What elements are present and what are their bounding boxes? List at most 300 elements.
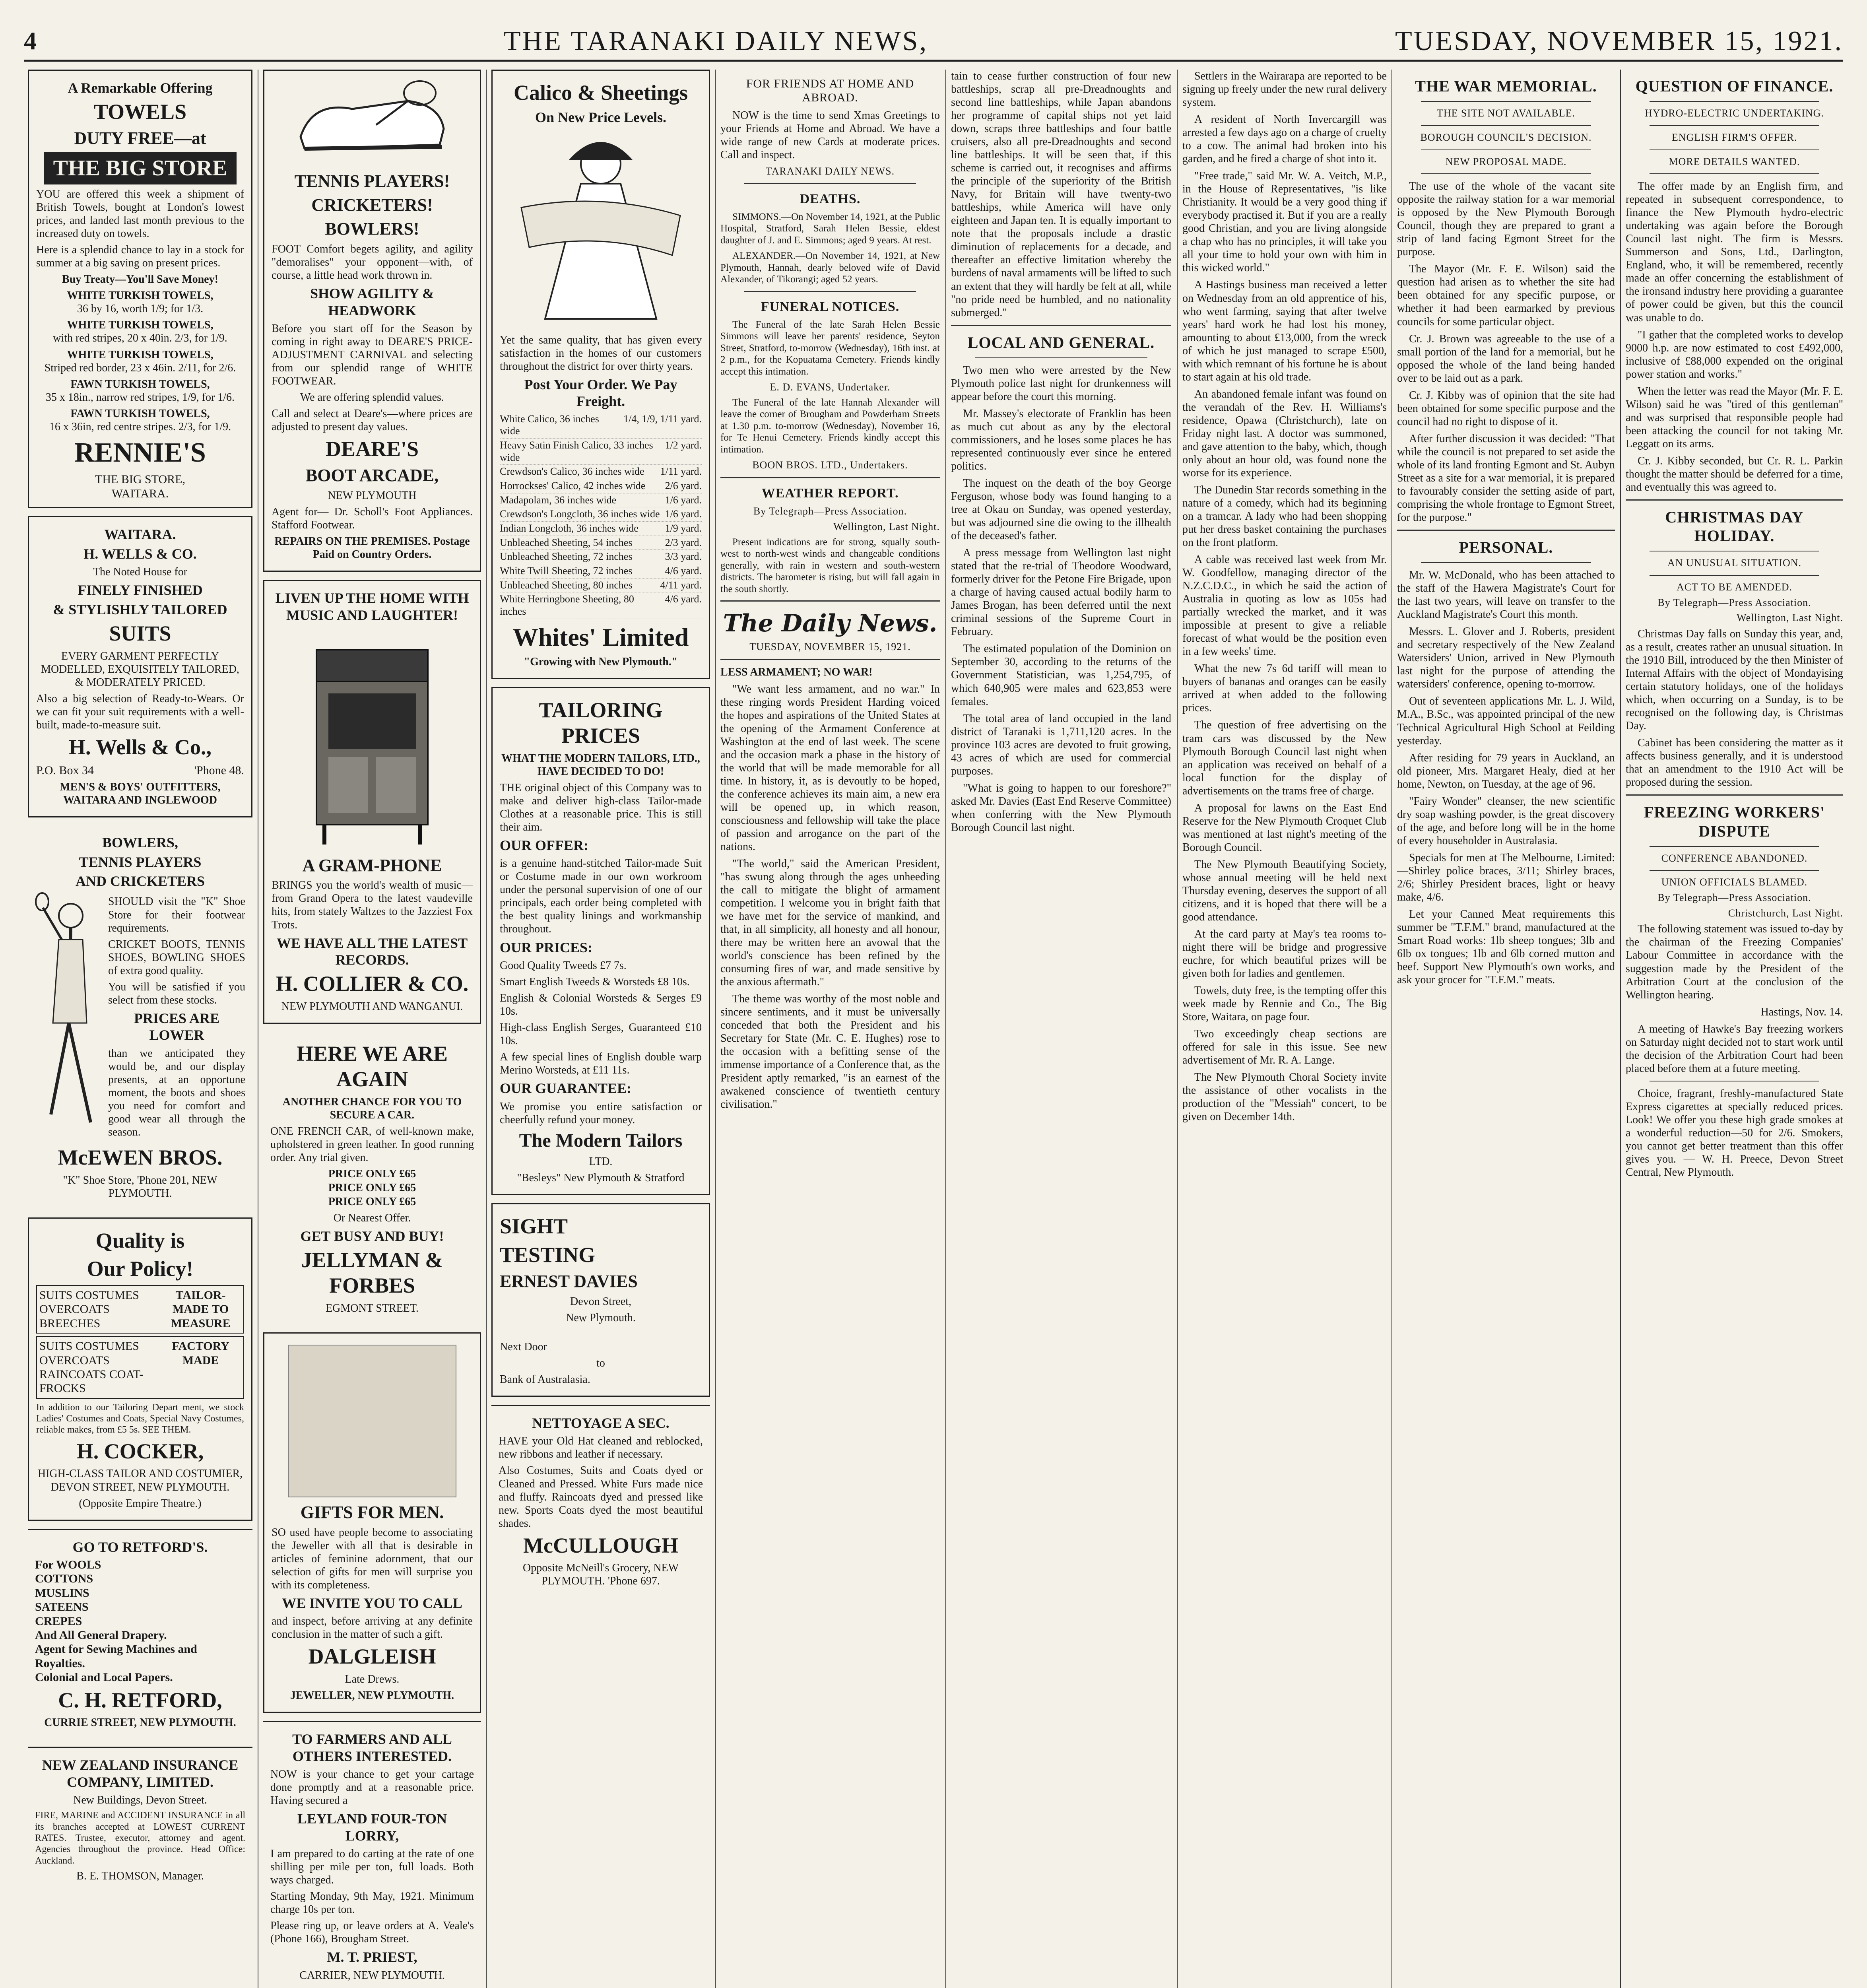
price-item-name: Unbleached Sheeting, 54 inches [500,536,633,548]
funeral-signature: BOON BROS. LTD., Undertakers. [752,459,908,471]
divider [1421,562,1591,563]
ad-firm: C. H. RETFORD, [58,1688,222,1712]
memorial-paragraph: The use of the whole of the vacant site opposite the railway station for a war memorial is opposed by the New Plymouth Borough Council, though they are prepared to grant a strip of land facing Egmont Street for the purpose. [1397,180,1615,258]
divider [1421,101,1591,102]
ad-head: TENNIS PLAYERS! [294,171,450,191]
ad-intro: SHOULD visit the "K" Shoe Store for their footwear requirements. [108,895,245,934]
price-list-row [500,592,702,619]
modern-tailors-ad [491,687,710,1195]
ad-prices-head: OUR PRICES: [500,939,593,955]
local-general-heading: LOCAL AND GENERAL. [967,333,1155,351]
ad-body2: I am prepared to do carting at the rate of one shilling per mile per ton, full loads. Both ways charged. [270,1848,474,1887]
retford-item: SATEENS [35,1600,89,1614]
finance-subhead: MORE DETAILS WANTED. [1669,155,1800,167]
price-list-row [500,579,702,593]
price-item-value: 4/11 yard. [660,579,702,591]
ad-outfitters: MEN'S & BOYS' OUTFITTERS, WAITARA AND INGLEWOOD [60,781,221,807]
phone: 'Phone 48. [194,763,244,777]
news-paragraph: Settlers in the Wairarapa are reported to be signing up freely under the new rural delivery system. [1182,70,1387,109]
freezing-subhead: UNION OFFICIALS BLAMED. [1661,876,1808,888]
price-list-row [500,564,702,579]
divider [951,325,1171,326]
ad-note: In addition to our Tailoring Depart ment, we stock Ladies' Costumes and Coats, Special Navy Costumes, reliable makes, from £5 5s. SEE THEM. [36,1402,244,1435]
price-list-row [500,439,702,465]
funerals-heading: FUNERAL NOTICES. [761,299,900,314]
ad-head: Quality is [95,1228,185,1252]
divider [720,477,940,478]
local-paragraph: "What is going to happen to our foreshore?" asked Mr. Davies (East End Reserve Committee) when conferring with the New Plymouth Borough Council last night. [951,782,1171,834]
divider [1650,149,1819,150]
ad-head: HERE WE ARE AGAIN [296,1042,448,1091]
column-1 [28,70,252,1988]
shoe-and-racket-illustration [289,77,456,165]
ad-addr: JEWELLER, NEW PLYMOUTH. [290,1689,454,1702]
ad-detail: than we anticipated they would be, and our display presents, at an opportune moment, the boots and shoes you need for comfort and good wear all through the season. [108,1047,245,1138]
gramophone-cabinet-illustration [301,626,444,848]
divider [975,357,1147,358]
divider [744,291,916,292]
ad-cta: GET BUSY AND BUY! [300,1228,444,1244]
store-town: WAITARA. [111,487,169,500]
leader-paragraph: "The world," said the American President, "has swung along through the ages unheeding the call to mitigate the blight of armament competition. I welcome you in bright faith that we have met for the service of mankind, and that, in all simplicity, all honesty and all honour, there may be written here an avowal that the world's conscience has been refined by the consuming fires of war, and made sensitive by the anxious aftermath." [720,858,940,988]
ad-firm: Whites' Limited [512,623,689,651]
ad-head: Calico & Sheetings [514,81,688,105]
retford-item: Agent for Sewing Machines and Royalties. [35,1642,197,1670]
news-paragraph: The question of free advertising on the tram cars was discussed by the New Plymouth Borough Council last night when an application was received on behalf of a local function for the display of advertisements on the trams free of charge. [1182,719,1387,797]
ad-price: Good Quality Tweeds £7 7s. [500,959,627,972]
memorial-subhead: NEW PROPOSAL MADE. [1445,155,1567,167]
price-item-name: Crewdson's Longcloth, 36 inches wide [500,508,660,520]
price-list [500,412,702,619]
ad-product: A GRAM-PHONE [302,855,442,875]
list-a-tag: TAILOR-MADE TO MEASURE [171,1289,231,1330]
ad-firm2: BOOT ARCADE, [305,466,439,485]
ad-note: Here is a splendid chance to lay in a stock for summer at a big saving on present prices. [36,244,244,270]
xmas-paragraph: Christmas Day falls on Sunday this year, and, as a result, creates rather an unusual situation. In the 1910 Bill, introduced by the then Minister of Internal Affairs with the object of Mondayising certain statutory holidays, one of the holidays which, when occurring on a Sunday, is to be recognised on the following day, is Christmas Day. [1626,627,1843,732]
ad-addr: NEW PLYMOUTH AND WANGANUI. [281,1000,463,1013]
local-paragraph: Two men who were arrested by the New Plymouth police last night for drunkenness will appear before the court this morning. [951,364,1171,403]
ad-firm: McEWEN BROS. [58,1145,223,1169]
divider [1626,499,1843,501]
finance-heading: QUESTION OF FINANCE. [1635,77,1834,95]
ad-manager: B. E. THOMSON, Manager. [76,1870,204,1882]
dalgleish-ad [263,1332,481,1713]
personal-paragraph: Messrs. L. Glover and J. Roberts, president and secretary respectively of the New Zealand Watersiders' Union, arrived in New Plymouth last night for the purpose of attending the watersiders' conference, opening to-morrow. [1397,625,1615,691]
ad-sub: WHAT THE MODERN TAILORS, LTD., HAVE DECIDED TO DO! [501,752,700,778]
death-notice: ALEXANDER.—On November 14, 1921, at New Plymouth, Hannah, dearly beloved wife of David Alexander, of Tikorangi; aged 52 years. [720,250,940,285]
memorial-subhead: THE SITE NOT AVAILABLE. [1437,107,1575,119]
towel-item-detail: 35 x 18in., narrow red stripes, 1/9, for 1/6. [45,391,235,404]
freezing-paragraph: The following statement was issued to-day by the chairman of the Freezing Companies' Labour Committee in accordance with the suggestion made by the President of the Arbitration Court at the conclusion of the Wellington hearing. [1626,923,1843,1001]
column-6 [1182,70,1387,1988]
ad-head: TESTING [500,1243,596,1267]
death-notice: SIMMONS.—On November 14, 1921, at the Public Hospital, Stratford, Sarah Helen Bessie, eldest daughter of J. and E. Simmons; aged 9 years. At rest. [720,211,940,246]
personal-heading: PERSONAL. [1459,538,1553,556]
leader-paragraph: "We want less armament, and no war." In these ringing words President Harding voiced the hopes and aspirations of the United States at the opening of the Armament Conference at Washington at the end of last week. The scene and the occasion mark a phase in the history of the world that will be made memorable for all time. In history, it, as is devoutly to be hoped, the conference achieves its main aim, a new era will be opened up, in which reason, consciousness and fellowship will take the place of passion and arrogance on the part of the nations. [720,683,940,853]
ad-sub: Late Drews. [345,1673,400,1686]
ad-body: We are offering splendid values. [300,391,444,404]
ad-line: The Noted House for [93,566,188,579]
ad-head: BOWLERS! [325,219,419,239]
news-paragraph: A resident of North Invercargill was arrested a few days ago on a charge of cruelty to a cow. The animal had broken into his garden, and he fired a charge of shot into it. [1182,113,1387,165]
freezing-subhead: CONFERENCE ABANDONED. [1661,852,1808,864]
column-5 [951,70,1171,1988]
ad-body: BRINGS you the world's wealth of music—from Grand Opera to the latest vaudeville hits, from stately Waltzes to the Jazziest Fox Trots. [272,879,473,931]
price-item-name: Heavy Satin Finish Calico, 33 inches wide [500,439,653,463]
ad-offer-head: OUR OFFER: [500,837,588,853]
retford-item: CREPES [35,1614,82,1628]
ad-body: SO used have people become to associating the Jeweller with all that is desirable in articles of feminine adornment, that our selection of gifts for men will surprise you with its completeness. [272,1526,473,1591]
memorial-paragraph: The Mayor (Mr. F. E. Wilson) said the question had arisen as to whether the site had been obtained for any specific purpose, or whether it had been earmarked by previous councils for some particular object. [1397,263,1615,328]
ad-town: NEW PLYMOUTH [328,489,417,502]
column-rule [1177,70,1178,1988]
ad-head: NETTOYAGE A SEC. [532,1415,670,1431]
leader-continued: tain to cease further construction of four new battleships, scrap all pre-Dreadnoughts and second line battleships, while Japan abandons her programme of capital ships not yet laid down, scraps three battleships and four battle cruisers, also all pre-Dreadnoughts and second line battleships. It will be seen that, if this scheme is carried out, it recognises and affirms the principle of the superiority of the British Navy, for Britain will have twenty-two battleships, while America will have only eighteen and Japan ten. It is equally important to note that the proposals include a drastic diminution of replacements for a decade, and thereafter an effective limitation whereby the burdens of naval armaments will be lifted to such an extent that they will hardly be felt at all, while "no pride need be humbled, and no nationality submerged." [951,70,1171,319]
ad-address: CURRIE STREET, NEW PLYMOUTH. [44,1716,236,1729]
tennis-player-illustration [35,892,103,1138]
ad-prices: PRICES ARE LOWER [134,1010,220,1043]
funeral-notice: The Funeral of the late Sarah Helen Bessie Simmons will leave her parents' residence, Seyton Street, Stratford, to-morrow (Wednesday), 16th inst. at 2 p.m., for the Kopuatama Cemetery. Friends kindly accept this intimation. [720,319,940,377]
news-paragraph: A cable was received last week from Mr. W. Goodfellow, managing director of the N.Z.C.D.C., in which he said the action of Australia in quoting as low as 105s had partially wrecked the market, and it was impossible at present to give a reliable forecast of what would be the position even in a few weeks' time. [1182,553,1387,658]
freezing-paragraph: Hastings, Nov. 14. [1760,1006,1843,1018]
ad-body: ANOTHER CHANCE FOR YOU TO SECURE A CAR. [282,1095,462,1121]
ad-firm: DALGLEISH [308,1644,436,1669]
price-item-value: 4/6 yard. [665,565,702,577]
ad-head: TO FARMERS AND ALL OTHERS INTERESTED. [292,1731,452,1764]
ad-items: CRICKET BOOTS, TENNIS SHOES, BOWLING SHOES of extra good quality. [108,938,245,977]
big-store-logo: THE BIG STORE [44,152,237,184]
local-paragraph: A press message from Wellington last night stated that the re-trial of Theodore Woodward, formerly driver for the Petone Fire Brigade, upon a charge of having caused actual bodily harm to James Brogan, has been deferred until the next criminal sessions of the Supreme Court in February. [951,547,1171,638]
towel-item-detail: with red stripes, 20 x 40in. 2/3, for 1/9. [53,332,227,345]
column-rule [715,70,716,1988]
finance-paragraph: When the letter was read the Mayor (Mr. F. E. Wilson) said he was "tired of this gentleman" and was surprised that responsible people had been attacking the council for not taking Mr. Leggatt on its arms. [1626,385,1843,450]
divider [720,659,940,660]
divider [720,600,940,602]
price-item-value: 4/6 yard. [665,593,702,605]
freezing-dateline: Christchurch, Last Night. [1728,907,1843,919]
leader-paragraph: The theme was worthy of the most noble and sincere sentiments, and it must be universally conceded that both the President and his Secretary for State (Mr. C. E. Hughes) rose to the occasion with a befitting sense of the immense importance of a Conference that, as the President aptly remarked, "is an earnest of the awakened conscience of twentieth century civilisation." [720,993,940,1110]
ad-body: Call and select at Deare's—where prices are adjusted to present day values. [272,408,473,433]
finance-paragraph: Cr. J. Kibby seconded, but Cr. R. L. Parkin thought the matter should be deferred for a time, and eventually this was agreed to. [1626,454,1843,493]
ad-street: Devon Street, [570,1295,631,1308]
memorial-paragraph: After further discussion it was decided: "That while the council is not prepared to set aside the whole of its land fronting Egmont and St. Aubyn Street as a site for a war memorial, it is prepared to favourably consider the setting aside of part, comprising the whole frontage to Egmont Street, for the purpose." [1397,432,1615,524]
woman-with-fabric-illustration [505,128,696,327]
finance-paragraph: The offer made by an English firm, and repeated in subsequent correspondence, to finance the New Plymouth hydro-electric undertaking was again before the Borough Council last night. The firm is Messrs. Summerson and Sons, Ltd., Darlington, England, who, it will be remembered, recently made an offer concerning the establishment of the ironsand industry here providing a guarantee of power could be given, but this the council was unable to do. [1626,180,1843,324]
ad-lorry: LEYLAND FOUR-TON LORRY, [297,1811,447,1844]
ad-name: ERNEST DAVIES [500,1271,638,1291]
notice-body: NOW is the time to send Xmas Greetings to your Friends at Home and Abroad. We have a wide range of new Cards at moderate prices. Call and inspect. [720,109,940,161]
ad-head: BOWLERS, [102,835,179,851]
xmas-heading: CHRISTMAS DAY HOLIDAY. [1665,508,1804,545]
freezing-paragraph: Choice, fragrant, freshly-manufactured State Express cigarettes at specially reduced prices. Look! We offer you these high grade smokes at a wonderful reduction—50 for 2/6. Smokers, you cannot get better treatment than this offer gives you. — W. H. Preece, Devon Street Central, New Plymouth. [1626,1087,1843,1178]
news-paragraph: "Free trade," said Mr. W. A. Veitch, M.P., in the House of Representatives, "is like Christianity. It would be a very good thing if everybody practised it. But if you are a really good Christian, and you are living alongside a chap who has no principles, it will take you all your time to hold your own with him in this wicked world." [1182,170,1387,274]
ad-agent: Agent for— Dr. Scholl's Foot Appliances. Stafford Footwear. [272,506,473,532]
ad-price: Smart English Tweeds & Worsteds £8 10s. [500,976,690,988]
funeral-notice: The Funeral of the late Hannah Alexander will leave the corner of Brougham and Powderham Streets at 1.30 p.m. to-morrow (Wednesday), November 16, for Te Henui Cemetery. Friends kindly accept this intimation. [720,397,940,455]
finance-subhead: HYDRO-ELECTRIC UNDERTAKING. [1645,107,1824,119]
column-rule [1620,70,1621,1988]
divider [744,183,916,184]
xmas-byline: By Telegraph—Press Association. [1657,596,1811,608]
divider [1650,870,1819,871]
ad-post: Post Your Order. We Pay Freight. [524,376,677,410]
towel-item-name: FAWN TURKISH TOWELS, [70,407,210,420]
divider [1650,575,1819,576]
ad-body2: and inspect, before arriving at any definite conclusion in the matter of such a gift. [272,1615,473,1641]
price-item-value: 1/6 yard. [665,494,702,506]
local-paragraph: Mr. Massey's electorate of Franklin has been as much cut about as any by the electoral commissioners, and he loses some places he has represented continuously ever since he entered politics. [951,407,1171,472]
price-item-name: Madapolam, 36 inches wide [500,494,617,506]
ad-line: EVERY GARMENT PERFECTLY MODELLED, EXQUISITELY TAILORED, & MODERATELY PRICED. [41,650,239,689]
price-list-row [500,536,702,550]
gift-illustration [288,1345,456,1497]
ad-price: English & Colonial Worsteds & Serges £9 10s. [500,992,702,1018]
memorial-heading: THE WAR MEMORIAL. [1415,77,1597,95]
news-paragraph: A Hastings business man received a letter on Wednesday from an old apprentice of his, who went farming, saying that after twelve years' hard work he had lost his money, amounting to about £13,000, from the wreck of which he just managed to scrape £500, with which remnant of his fortune he is about to start again at his old trade. [1182,279,1387,383]
price-list-row [500,522,702,536]
ad-or: Or Nearest Offer. [333,1211,411,1224]
weather-body: Present indications are for strong, squally south-west to north-west winds and changeable conditions generally, with rain in western and south-western districts. The barometer is rising, but will fall again in the south shortly. [720,536,940,594]
ad-line: FINELY FINISHED [78,582,203,598]
funeral-signature: E. D. EVANS, Undertaker. [770,381,891,393]
towel-item-detail: 36 by 16, worth 1/9; for 1/3. [77,303,204,315]
list-b: SUITS COSTUMES OVERCOATS RAINCOATS COAT-FROCKS [39,1340,144,1395]
po-box: P.O. Box 34 [36,763,94,777]
page-number: 4 [24,27,37,55]
ad-firm: The Modern Tailors [519,1130,683,1151]
divider [1421,149,1591,150]
ad-tag: "Growing with New Plymouth." [524,656,678,668]
news-paragraph: The Dunedin Star records something in the nature of a comedy, which had its beginning on a tramcar. A lady who had been shopping put her dress basket containing the purchases on the front platform. [1182,483,1387,549]
ad-line: SUITS [109,621,171,645]
divider [1421,125,1591,126]
freezing-byline: By Telegraph—Press Association. [1657,892,1811,904]
xmas-subhead: AN UNUSUAL SITUATION. [1667,557,1802,569]
ad-guarantee: We promise you entire satisfaction or cheerfully refund your money. [500,1100,702,1126]
price-list-row [500,412,702,439]
finance-subhead: ENGLISH FIRM'S OFFER. [1671,131,1797,143]
ad-price: PRICE ONLY £65 [328,1167,416,1180]
memorial-paragraph: Cr. J. Kibby was of opinion that the site had been obtained for some specific purpose and the council had no right to dispose of it. [1397,389,1615,428]
ad-head: Our Policy! [87,1257,194,1281]
newspaper-flag: The Daily News. [723,610,937,638]
news-paragraph: The New Plymouth Beautifying Society, whose annual meeting will be held next Thursday evening, deserves the support of all citizens, and it is hoped that there will be a good attendance. [1182,858,1387,923]
news-paragraph: An abandoned female infant was found on the verandah of the Rev. H. Williams's residence, Opawa (Christchurch), late on Friday night last. A doctor was summoned, and gave attention to the baby, which, though only about an hour old, was found none the worse for its experience. [1182,388,1387,479]
ad-firm: H. COLLIER & CO. [276,972,469,996]
ad-body: Before you start off for the Season by coming in right away to DEARE'S PRICE-ADJUSTMENT CARNIVAL and selecting from our splendid range of WHITE FOOTWEAR. [272,322,473,388]
finance-paragraph: "I gather that the completed works to develop 9000 h.p. are now estimated to cost £492,000, inclusive of £88,000 expended on the original power station and works." [1626,328,1843,381]
ad-head: TAILORING PRICES [539,698,663,747]
ad-body3: Please ring up, or leave orders at A. Veale's (Phone 166), Brougham Street. [270,1920,474,1945]
towel-item-detail: 16 x 36in, red centre stripes. 2/3, for 1/9. [49,420,231,433]
ad-head: SIGHT [500,1214,568,1239]
price-item-value: 2/3 yard. [665,536,702,548]
newspaper-title: THE TARANAKI DAILY NEWS, [503,26,928,56]
price-item-value: 1/11 yard. [660,466,702,478]
cocker-ad [28,1217,252,1521]
wells-ad [28,516,252,817]
ad-desc: HIGH-CLASS TAILOR AND COSTUMIER, DEVON STREET, NEW PLYMOUTH. [37,1468,243,1493]
divider [1626,794,1843,796]
ad-cta: Buy Treaty—You'll Save Money! [62,273,218,286]
price-item-value: 2/6 yard. [665,480,702,491]
ad-subhead: SHOW AGILITY & HEADWORK [310,285,435,318]
xmas-dateline: Wellington, Last Night. [1737,612,1843,624]
column-7 [1397,70,1615,1988]
mcewen-ad [28,825,252,1209]
ad-firm: H. WELLS & CO. [83,546,197,562]
xmas-subhead: ACT TO BE AMENDED. [1676,581,1793,593]
ad-body: FOOT Comfort begets agility, and agility "demoralises" your opponent—with, of course, a little head work thrown in. [272,243,473,282]
freezing-heading: FREEZING WORKERS' DISPUTE [1644,803,1825,840]
freezing-paragraph: A meeting of Hawke's Bay freezing workers on Saturday night decided not to start work until the decision of the Arbitration Court had been placed before them at a future meeting. [1626,1023,1843,1075]
davies-ad [491,1203,710,1397]
divider [1421,173,1591,174]
issue-date: TUESDAY, NOVEMBER 15, 1921. [1395,26,1843,56]
news-paragraph: What the new 7s 6d tariff will mean to buyers of bananas and oranges can be easily arrived at when added to the following prices. [1182,662,1387,714]
price-list-row [500,507,702,522]
personal-paragraph: Out of seventeen applications Mr. L. J. Wild, M.A., B.Sc., was appointed principal of the new Technical Agricultural High School at Feilding yesterday. [1397,695,1615,747]
ad-price: High-class English Serges, Guaranteed £10 10s. [500,1021,702,1047]
ad-records: WE HAVE ALL THE LATEST RECORDS. [276,935,468,968]
ad-price: PRICE ONLY £65 [328,1195,416,1208]
ad-firm-name: H. Wells & Co., [68,735,212,759]
column-rule [486,70,487,1988]
ad-head: CRICKETERS! [311,195,433,215]
divider [1397,530,1615,531]
retford-item: MUSLINS [35,1586,89,1600]
towel-item-name: WHITE TURKISH TOWELS, [67,319,213,332]
column-8 [1626,70,1843,1988]
ad-intro: YOU are offered this week a shipment of British Towels, bought at London's lowest prices, and landed last month previous to the increased duty on towels. [36,188,244,240]
masthead [24,22,1843,62]
news-paragraph: Two exceedingly cheap sections are offered for sale in this issue. See new advertisement of Mr. R. A. Lange. [1182,1028,1387,1067]
local-paragraph: The total area of land occupied in the land district of Taranaki is 1,711,120 acres. In the province 103 acres are devoted to fruit growing, 43 acres of which are used for commercial purposes. [951,712,1171,777]
ad-price: PRICE ONLY £65 [328,1181,416,1194]
divider [1650,173,1819,174]
leader-heading: LESS ARMAMENT; NO WAR! [720,666,873,678]
ad-to: to [596,1357,605,1369]
priest-ad [263,1721,481,1988]
price-item-name: Crewdson's Calico, 36 inches wide [500,466,644,478]
collier-ad [263,580,481,1024]
ad-addr: New Buildings, Devon Street. [73,1794,207,1807]
retford-item: COTTONS [35,1572,93,1586]
news-paragraph: Towels, duty free, is the tempting offer this week made by Rennie and Co., The Big Store, Waitara, on page four. [1182,984,1387,1023]
ad-firm: H. COCKER, [76,1439,204,1463]
ad-next: Next Door [500,1340,547,1353]
ad-sub: On New Price Levels. [535,109,666,125]
notice-signature: TARANAKI DAILY NEWS. [765,165,895,177]
price-item-name: White Herringbone Sheeting, 80 inches [500,593,634,617]
ad-price: A few special lines of English double warp Merino Worsteds, at £11 11s. [500,1051,702,1077]
ad-town: New Plymouth. [566,1311,636,1324]
price-item-value: 3/3 yard. [665,551,702,563]
ad-body2: ONE FRENCH CAR, of well-known make, upholstered in green leather. In good running order. Any trial given. [270,1125,474,1164]
ad-bank: Bank of Australasia. [500,1373,590,1386]
price-item-value: 1/2 yard. [665,439,702,451]
store-tag: THE BIG STORE, [95,473,185,486]
ad-body: HAVE your Old Hat cleaned and reblocked, new ribbons and leather if necessary. [499,1435,703,1461]
ad-firm: McCULLOUGH [523,1533,678,1557]
news-paragraph: A proposal for lawns on the East End Reserve for the New Plymouth Croquet Club was mentioned at last night's meeting of the Borough Council. [1182,802,1387,854]
news-paragraph: At the card party at May's tea rooms to-night there will be bridge and progressive euchre, for which beautiful prizes will be given both for ladies and gentlemen. [1182,928,1387,980]
ad-body: FIRE, MARINE and ACCIDENT INSURANCE in all its branches accepted at LOWEST CURRENT RATES. Trustee, executor, attorney and agent. Agencies throughout the province. Head Office: Auckland. [35,1810,245,1866]
column-rule [945,70,946,1988]
price-list-row [500,493,702,508]
ad-addr: Opposite McNeill's Grocery, NEW PLYMOUTH. 'Phone 697. [522,1562,679,1588]
news-paragraph: The New Plymouth Choral Society invite the assistance of other vocalists in the production of the "Messiah" concert, to be given on December 14th. [1182,1071,1387,1123]
ad-kicker: A Remarkable Offering [68,80,213,96]
ad-repairs: REPAIRS ON THE PREMISES. Postage Paid on Country Orders. [274,535,470,561]
ad-head: GIFTS FOR MEN. [300,1502,444,1522]
towel-item-name: FAWN TURKISH TOWELS, [70,378,210,390]
personal-paragraph: After residing for 79 years in Auckland, an old pioneer, Mrs. Margaret Healy, died at her home, Newton, on Tuesday, at the age of 96. [1397,751,1615,790]
mccullough-ad [491,1405,710,1597]
memorial-subhead: BOROUGH COUNCIL'S DECISION. [1420,131,1592,143]
price-item-name: White Calico, 36 inches wide [500,413,599,437]
ad-start: Starting Monday, 9th May, 1921. Minimum charge 10s per ton. [270,1890,474,1916]
local-paragraph: The estimated population of the Dominion on September 30, according to the returns of the Government Statistician, was 1,254,795, of which 640,905 were males and 623,853 were females. [951,643,1171,708]
ad-body2: Also Costumes, Suits and Coats dyed or Cleaned and Pressed. White Furs made nice and fluffy. Raincoats dyed and pressed like new. Sports Coats dyed the most beautiful shades. [499,1464,703,1530]
memorial-paragraph: Cr. J. Brown was agreeable to the use of a small portion of the land for a memorial, but he opposed the whole of the land being handed over to be laid out as a park. [1397,332,1615,384]
column-3 [491,70,710,1988]
price-item-value: 1/4, 1/9, 1/11 yard. [623,413,702,425]
ad-name: NEW ZEALAND INSURANCE COMPANY, LIMITED. [42,1757,239,1790]
price-item-name: Horrockses' Calico, 42 inches wide [500,480,646,491]
ad-head: AND CRICKETERS [75,873,205,889]
weather-dateline: Wellington, Last Night. [833,520,940,532]
ad-role: CARRIER, NEW PLYMOUTH. [299,1969,445,1982]
ad-body: NOW is your chance to get your cartage done promptly and at a reasonable price. Having secured a [270,1768,474,1807]
ad-head: GO TO RETFORD'S. [72,1539,208,1555]
ad-offer: is a genuine hand-stitched Tailor-made Suit or Costume made in our own workroom under the personal supervision of one of our principals, each order being completed with the best quality linings and workmanship throughout. [500,857,702,936]
whites-ad [491,70,710,679]
divider [1650,846,1819,847]
ad-invite: WE INVITE YOU TO CALL [282,1595,462,1611]
ad-body: Yet the same quality, that has given every satisfaction in the homes of our customers throughout the district for over thirty years. [500,334,702,373]
retford-item: For WOOLS [35,1558,101,1572]
deaths-heading: DEATHS. [800,191,861,206]
divider [1650,101,1819,102]
ad-town: WAITARA. [104,526,176,543]
price-item-value: 1/9 yard. [665,522,702,534]
ad-name: M. T. PRIEST, [327,1949,417,1965]
ad-sub2: LTD. [589,1155,613,1168]
retford-item: Colonial and Local Papers. [35,1671,173,1684]
jellyman-ad [263,1032,481,1324]
towel-item-name: WHITE TURKISH TOWELS, [67,348,213,361]
ad-body: THE original object of this Company was to make and deliver high-class Tailor-made Clothes at a reasonable price. This is still their aim. [500,781,702,833]
list-a: SUITS COSTUMES OVERCOATS BREECHES [39,1289,139,1330]
ad-firm: JELLYMAN & FORBES [301,1248,443,1298]
ad-addr: EGMONT STREET. [326,1302,419,1314]
flag-date: TUESDAY, NOVEMBER 15, 1921. [749,641,911,652]
price-item-name: Unbleached Sheeting, 72 inches [500,551,633,563]
price-list-row [500,479,702,493]
retford-item: And All General Drapery. [35,1629,167,1642]
insurance-ad [28,1747,252,1892]
weather-heading: WEATHER REPORT. [761,486,899,501]
ad-addr: "Besleys" New Plymouth & Stratford [517,1172,685,1184]
xmas-paragraph: Cabinet has been considering the matter as it affects business generally, and it is understood that an amendment to the 1910 Act will be proposed during the session. [1626,737,1843,789]
ad-headline: TOWELS [93,100,187,124]
price-list-row [500,550,702,564]
divider [1650,125,1819,126]
personal-paragraph: "Fairy Wonder" cleanser, the new scientific dry soap washing powder, is the great discovery of the age, and before long will be in the home of every householder in Australasia. [1397,795,1615,847]
price-item-value: 1/6 yard. [665,508,702,520]
ad-line: & STYLISHLY TAILORED [53,601,227,617]
